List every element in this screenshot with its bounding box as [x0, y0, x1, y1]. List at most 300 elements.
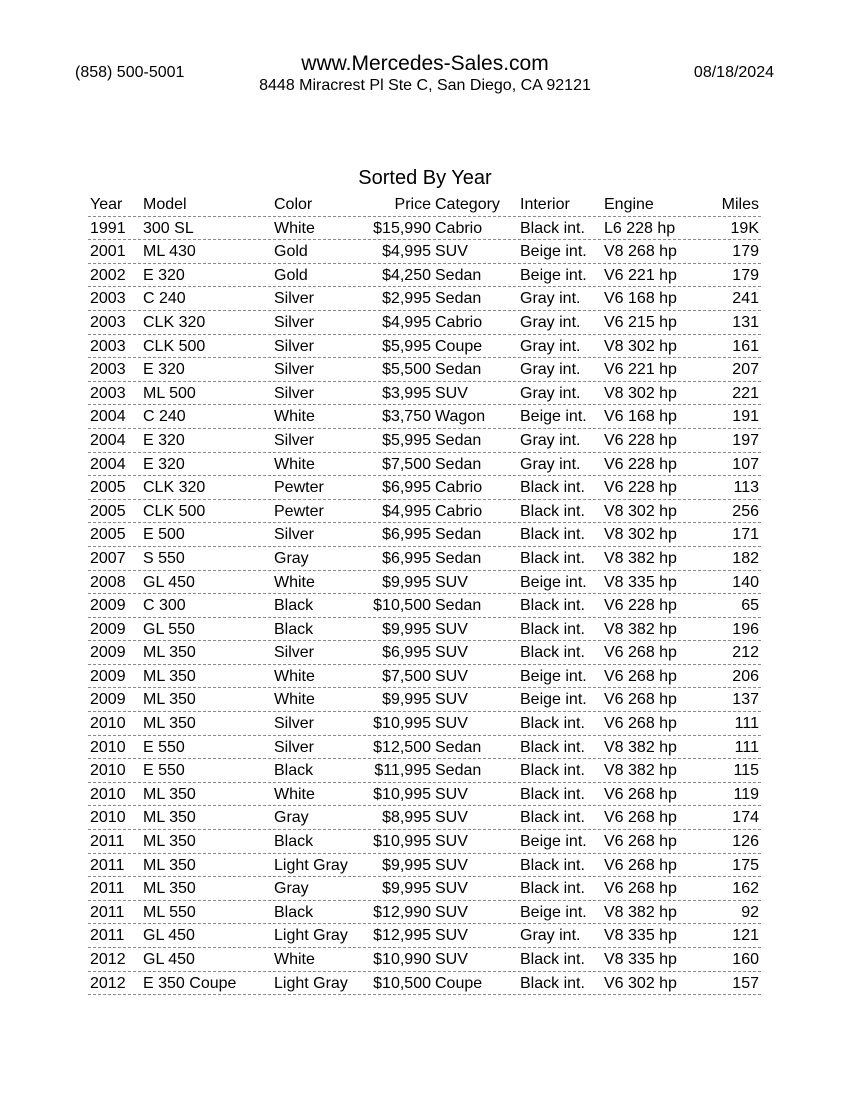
cell-model: E 550 — [143, 762, 185, 780]
cell-category: SUV — [435, 809, 468, 827]
cell-color: Silver — [274, 313, 315, 331]
cell-price: $9,995 — [382, 856, 431, 874]
cell-category: SUV — [435, 715, 468, 733]
cell-color: Light Gray — [274, 927, 348, 945]
cell-category: SUV — [435, 951, 468, 968]
cell-interior: Beige int. — [520, 573, 587, 591]
cell-year: 2010 — [90, 785, 126, 803]
cell-engine: V8 335 hp — [604, 951, 677, 968]
column-header-model: Model — [143, 196, 187, 213]
cell-year: 2004 — [90, 455, 126, 473]
cell-miles: 182 — [732, 549, 759, 567]
cell-category: Coupe — [435, 337, 483, 355]
cell-miles: 161 — [732, 337, 759, 355]
cell-category: Cabrio — [435, 479, 483, 497]
cell-engine: V6 168 hp — [604, 290, 677, 308]
cell-year: 2010 — [90, 715, 126, 733]
cell-engine: V6 268 hp — [604, 691, 677, 709]
cell-miles: 115 — [733, 762, 759, 780]
cell-year: 2009 — [90, 644, 126, 662]
cell-model: ML 350 — [143, 667, 196, 685]
cell-miles: 175 — [732, 856, 759, 874]
cell-miles: 65 — [741, 597, 759, 615]
cell-miles: 221 — [732, 384, 759, 402]
table-row — [88, 405, 761, 429]
cell-miles: 121 — [732, 927, 759, 945]
cell-model: ML 350 — [143, 856, 196, 874]
cell-interior: Black int. — [520, 974, 585, 992]
cell-year: 2009 — [90, 691, 126, 709]
website-url: www.Mercedes-Sales.com — [301, 52, 549, 75]
table-row — [88, 429, 761, 453]
cell-color: White — [274, 667, 315, 685]
cell-miles: 19K — [730, 219, 759, 237]
cell-engine: V6 268 hp — [604, 644, 677, 662]
cell-year: 2003 — [90, 337, 126, 355]
cell-interior: Black int. — [520, 526, 585, 544]
cell-miles: 207 — [732, 361, 759, 379]
cell-miles: 92 — [741, 903, 759, 921]
cell-interior: Beige int. — [520, 266, 587, 284]
cell-engine: V8 302 hp — [604, 526, 677, 544]
cell-year: 2003 — [90, 313, 126, 331]
cell-color: Black — [274, 620, 314, 638]
table-row — [88, 335, 761, 359]
cell-price: $10,995 — [373, 715, 431, 733]
cell-engine: V6 228 hp — [604, 597, 677, 615]
cell-miles: 212 — [732, 644, 759, 662]
cell-miles: 140 — [732, 573, 759, 591]
cell-price: $11,995 — [374, 762, 431, 780]
cell-price: $4,995 — [382, 502, 431, 520]
cell-interior: Gray int. — [520, 337, 581, 355]
cell-year: 2012 — [90, 974, 126, 992]
cell-color: White — [274, 951, 315, 968]
cell-category: SUV — [435, 620, 468, 638]
cell-year: 2001 — [90, 243, 126, 261]
cell-interior: Gray int. — [520, 384, 581, 402]
cell-category: SUV — [435, 667, 468, 685]
cell-engine: V8 302 hp — [604, 384, 677, 402]
cell-category: SUV — [435, 691, 468, 709]
cell-interior: Gray int. — [520, 290, 581, 308]
report-date: 08/18/2024 — [693, 64, 774, 81]
table-row — [88, 854, 761, 878]
cell-interior: Black int. — [520, 880, 585, 898]
cell-color: Light Gray — [274, 856, 348, 874]
table-row — [88, 382, 761, 406]
cell-interior: Black int. — [520, 219, 585, 237]
cell-category: SUV — [435, 573, 468, 591]
cell-price: $10,500 — [373, 597, 431, 615]
cell-color: Black — [274, 762, 314, 780]
cell-miles: 196 — [732, 620, 759, 638]
cell-model: CLK 320 — [143, 313, 206, 331]
cell-color: Pewter — [274, 502, 324, 520]
cell-model: ML 350 — [143, 691, 196, 709]
dealer-address: 8448 Miracrest Pl Ste C, San Diego, CA 92121 — [259, 77, 591, 94]
cell-price: $10,995 — [373, 785, 431, 803]
cell-interior: Beige int. — [520, 408, 587, 426]
cell-price: $4,995 — [382, 243, 431, 261]
cell-price: $15,990 — [373, 219, 431, 237]
cell-model: C 240 — [143, 408, 186, 426]
column-header-year: Year — [90, 196, 123, 213]
cell-category: Sedan — [435, 290, 482, 308]
cell-model: ML 430 — [143, 243, 196, 261]
cell-year: 2005 — [90, 502, 126, 520]
cell-category: Wagon — [435, 408, 486, 426]
cell-color: White — [274, 455, 315, 473]
cell-engine: V6 221 hp — [604, 361, 677, 379]
table-row — [88, 287, 761, 311]
cell-category: Sedan — [435, 361, 482, 379]
cell-miles: 179 — [732, 266, 759, 284]
cell-category: SUV — [435, 927, 468, 945]
table-row — [88, 806, 761, 830]
cell-miles: 137 — [732, 691, 759, 709]
cell-price: $7,500 — [382, 455, 431, 473]
cell-category: Cabrio — [435, 313, 483, 331]
table-row — [88, 476, 761, 500]
cell-price: $9,995 — [382, 620, 431, 638]
cell-price: $3,995 — [382, 384, 431, 402]
cell-year: 2009 — [90, 667, 126, 685]
column-header-price: Price — [394, 196, 431, 213]
cell-price: $10,500 — [373, 974, 431, 992]
cell-color: Black — [274, 597, 314, 615]
cell-year: 2009 — [90, 597, 126, 615]
cell-price: $6,995 — [382, 479, 431, 497]
table-row — [88, 500, 761, 524]
inventory-table — [88, 193, 761, 995]
cell-price: $4,250 — [382, 266, 431, 284]
cell-miles: 126 — [732, 833, 759, 851]
cell-interior: Beige int. — [520, 243, 587, 261]
cell-miles: 179 — [732, 243, 759, 261]
cell-color: Silver — [274, 715, 315, 733]
table-row — [88, 618, 761, 642]
cell-price: $9,995 — [382, 880, 431, 898]
cell-price: $9,995 — [382, 691, 431, 709]
cell-color: Black — [274, 903, 314, 921]
table-row — [88, 783, 761, 807]
cell-year: 2003 — [90, 290, 126, 308]
cell-category: SUV — [435, 880, 468, 898]
cell-color: Light Gray — [274, 974, 348, 992]
table-row — [88, 948, 761, 972]
cell-year: 2005 — [90, 479, 126, 497]
cell-interior: Black int. — [520, 715, 585, 733]
cell-price: $6,995 — [382, 549, 431, 567]
cell-category: SUV — [435, 384, 468, 402]
column-header-category: Category — [435, 196, 500, 213]
table-row — [88, 240, 761, 264]
table-row — [88, 877, 761, 901]
cell-engine: V8 382 hp — [604, 738, 677, 756]
cell-category: Cabrio — [435, 219, 483, 237]
cell-interior: Beige int. — [520, 833, 587, 851]
cell-color: Silver — [274, 738, 315, 756]
table-row — [88, 594, 761, 618]
cell-category: Sedan — [435, 597, 482, 615]
cell-model: GL 450 — [143, 573, 195, 591]
cell-model: C 240 — [143, 290, 186, 308]
cell-engine: V6 268 hp — [604, 880, 677, 898]
cell-interior: Black int. — [520, 502, 585, 520]
cell-category: Sedan — [435, 266, 482, 284]
cell-engine: V8 382 hp — [604, 549, 677, 567]
cell-interior: Gray int. — [520, 431, 581, 449]
cell-year: 2011 — [90, 903, 125, 921]
cell-engine: V6 168 hp — [604, 408, 677, 426]
cell-miles: 157 — [732, 974, 759, 992]
cell-model: E 320 — [143, 266, 185, 284]
cell-price: $12,995 — [373, 927, 431, 945]
cell-category: Coupe — [435, 974, 483, 992]
cell-engine: V6 215 hp — [604, 313, 677, 331]
cell-miles: 131 — [732, 313, 759, 331]
cell-interior: Black int. — [520, 479, 585, 497]
cell-engine: V6 228 hp — [604, 479, 677, 497]
cell-year: 2004 — [90, 431, 126, 449]
cell-interior: Gray int. — [520, 927, 581, 945]
cell-engine: V6 268 hp — [604, 809, 677, 827]
page-title: Sorted By Year — [358, 167, 492, 189]
cell-price: $7,500 — [382, 667, 431, 685]
table-row — [88, 736, 761, 760]
cell-category: Sedan — [435, 431, 482, 449]
cell-miles: 197 — [732, 431, 759, 449]
cell-model: 300 SL — [143, 219, 194, 237]
cell-price: $4,995 — [382, 313, 431, 331]
column-header-miles: Miles — [721, 196, 759, 213]
cell-model: ML 350 — [143, 785, 196, 803]
cell-model: E 320 — [143, 455, 185, 473]
cell-price: $5,995 — [382, 431, 431, 449]
cell-color: White — [274, 408, 315, 426]
table-header-row — [88, 193, 761, 217]
table-row — [88, 217, 761, 241]
cell-color: White — [274, 573, 315, 591]
cell-engine: V8 335 hp — [604, 573, 677, 591]
cell-model: E 550 — [143, 738, 185, 756]
phone-number: (858) 500-5001 — [75, 64, 185, 81]
cell-year: 2005 — [90, 526, 126, 544]
cell-price: $5,500 — [382, 361, 431, 379]
cell-model: ML 350 — [143, 809, 196, 827]
cell-year: 2004 — [90, 408, 126, 426]
cell-engine: V6 268 hp — [604, 667, 677, 685]
cell-interior: Black int. — [520, 785, 585, 803]
cell-model: E 320 — [143, 431, 185, 449]
cell-year: 2003 — [90, 384, 126, 402]
cell-miles: 171 — [732, 526, 759, 544]
cell-engine: V6 268 hp — [604, 856, 677, 874]
table-row — [88, 547, 761, 571]
cell-engine: V6 221 hp — [604, 266, 677, 284]
cell-miles: 174 — [732, 809, 759, 827]
cell-year: 2010 — [90, 762, 126, 780]
cell-engine: V8 302 hp — [604, 502, 677, 520]
cell-model: C 300 — [143, 597, 186, 615]
cell-year: 2011 — [90, 833, 125, 851]
cell-year: 2011 — [90, 880, 125, 898]
cell-miles: 107 — [732, 455, 759, 473]
table-row — [88, 688, 761, 712]
cell-category: Sedan — [435, 455, 482, 473]
cell-interior: Black int. — [520, 549, 585, 567]
table-row — [88, 453, 761, 477]
cell-engine: V6 268 hp — [604, 833, 677, 851]
table-row — [88, 641, 761, 665]
column-header-color: Color — [274, 196, 313, 213]
cell-interior: Black int. — [520, 738, 585, 756]
cell-model: S 550 — [143, 549, 185, 567]
cell-interior: Black int. — [520, 762, 585, 780]
cell-category: Sedan — [435, 526, 482, 544]
cell-miles: 111 — [734, 738, 759, 756]
table-row — [88, 264, 761, 288]
cell-interior: Beige int. — [520, 691, 587, 709]
cell-color: Silver — [274, 361, 315, 379]
cell-model: GL 550 — [143, 620, 195, 638]
cell-miles: 111 — [734, 715, 759, 733]
cell-model: ML 350 — [143, 715, 196, 733]
cell-year: 2003 — [90, 361, 126, 379]
table-row — [88, 924, 761, 948]
cell-year: 2010 — [90, 809, 126, 827]
cell-engine: V6 228 hp — [604, 431, 677, 449]
cell-year: 2011 — [90, 927, 125, 945]
cell-category: SUV — [435, 856, 468, 874]
cell-color: Silver — [274, 337, 315, 355]
cell-engine: V8 382 hp — [604, 620, 677, 638]
cell-model: ML 350 — [143, 833, 196, 851]
cell-year: 2010 — [90, 738, 126, 756]
cell-engine: V6 268 hp — [604, 715, 677, 733]
cell-interior: Gray int. — [520, 313, 581, 331]
cell-color: Silver — [274, 526, 315, 544]
cell-year: 2008 — [90, 573, 126, 591]
cell-miles: 160 — [732, 951, 759, 968]
cell-category: SUV — [435, 644, 468, 662]
cell-category: SUV — [435, 903, 468, 921]
cell-year: 1991 — [90, 219, 126, 237]
cell-color: Gold — [274, 243, 308, 261]
cell-category: Sedan — [435, 549, 482, 567]
cell-price: $6,995 — [382, 644, 431, 662]
cell-price: $9,995 — [382, 573, 431, 591]
cell-model: GL 450 — [143, 927, 195, 945]
column-header-interior: Interior — [520, 196, 570, 213]
cell-interior: Black int. — [520, 856, 585, 874]
cell-price: $12,500 — [373, 738, 431, 756]
cell-model: ML 350 — [143, 880, 196, 898]
cell-price: $3,750 — [382, 408, 431, 426]
cell-color: Gray — [274, 809, 309, 827]
cell-model: E 500 — [143, 526, 185, 544]
cell-category: Sedan — [435, 738, 482, 756]
cell-year: 2002 — [90, 266, 126, 284]
cell-price: $10,995 — [373, 833, 431, 851]
cell-engine: V8 268 hp — [604, 243, 677, 261]
cell-year: 2012 — [90, 951, 126, 968]
cell-miles: 162 — [732, 880, 759, 898]
table-row — [88, 358, 761, 382]
table-row — [88, 311, 761, 335]
cell-model: ML 550 — [143, 903, 196, 921]
cell-interior: Black int. — [520, 809, 585, 827]
cell-miles: 241 — [732, 290, 759, 308]
cell-model: CLK 320 — [143, 479, 206, 497]
cell-engine: L6 228 hp — [604, 219, 676, 237]
cell-model: E 350 Coupe — [143, 974, 237, 992]
cell-engine: V6 268 hp — [604, 785, 677, 803]
cell-miles: 119 — [733, 785, 759, 803]
cell-miles: 206 — [732, 667, 759, 685]
cell-engine: V8 382 hp — [604, 903, 677, 921]
cell-engine: V8 382 hp — [604, 762, 677, 780]
cell-category: SUV — [435, 785, 468, 803]
cell-price: $2,995 — [382, 290, 431, 308]
cell-price: $10,990 — [373, 951, 431, 968]
table-row — [88, 665, 761, 689]
cell-color: White — [274, 785, 315, 803]
cell-color: Silver — [274, 290, 315, 308]
table-row — [88, 830, 761, 854]
table-row — [88, 972, 761, 996]
cell-interior: Black int. — [520, 597, 585, 615]
cell-model: GL 450 — [143, 951, 195, 968]
cell-color: Gold — [274, 266, 308, 284]
cell-price: $8,995 — [382, 809, 431, 827]
cell-year: 2011 — [90, 856, 125, 874]
cell-miles: 113 — [733, 479, 759, 497]
cell-engine: V8 302 hp — [604, 337, 677, 355]
cell-category: SUV — [435, 243, 468, 261]
cell-color: Silver — [274, 384, 315, 402]
cell-interior: Gray int. — [520, 361, 581, 379]
table-row — [88, 571, 761, 595]
cell-interior: Black int. — [520, 620, 585, 638]
cell-price: $12,990 — [373, 903, 431, 921]
cell-miles: 256 — [732, 502, 759, 520]
cell-model: E 320 — [143, 361, 185, 379]
cell-engine: V8 335 hp — [604, 927, 677, 945]
cell-interior: Beige int. — [520, 667, 587, 685]
cell-interior: Gray int. — [520, 455, 581, 473]
table-row — [88, 523, 761, 547]
cell-interior: Beige int. — [520, 903, 587, 921]
cell-color: White — [274, 691, 315, 709]
cell-color: Gray — [274, 549, 309, 567]
cell-year: 2009 — [90, 620, 126, 638]
cell-interior: Black int. — [520, 644, 585, 662]
table-row — [88, 901, 761, 925]
cell-year: 2007 — [90, 549, 126, 567]
cell-category: Sedan — [435, 762, 482, 780]
table-row — [88, 712, 761, 736]
cell-category: Cabrio — [435, 502, 483, 520]
cell-model: CLK 500 — [143, 337, 206, 355]
cell-model: CLK 500 — [143, 502, 206, 520]
table-row — [88, 759, 761, 783]
cell-color: Pewter — [274, 479, 324, 497]
cell-engine: V6 302 hp — [604, 974, 677, 992]
cell-color: Silver — [274, 431, 315, 449]
cell-engine: V6 228 hp — [604, 455, 677, 473]
